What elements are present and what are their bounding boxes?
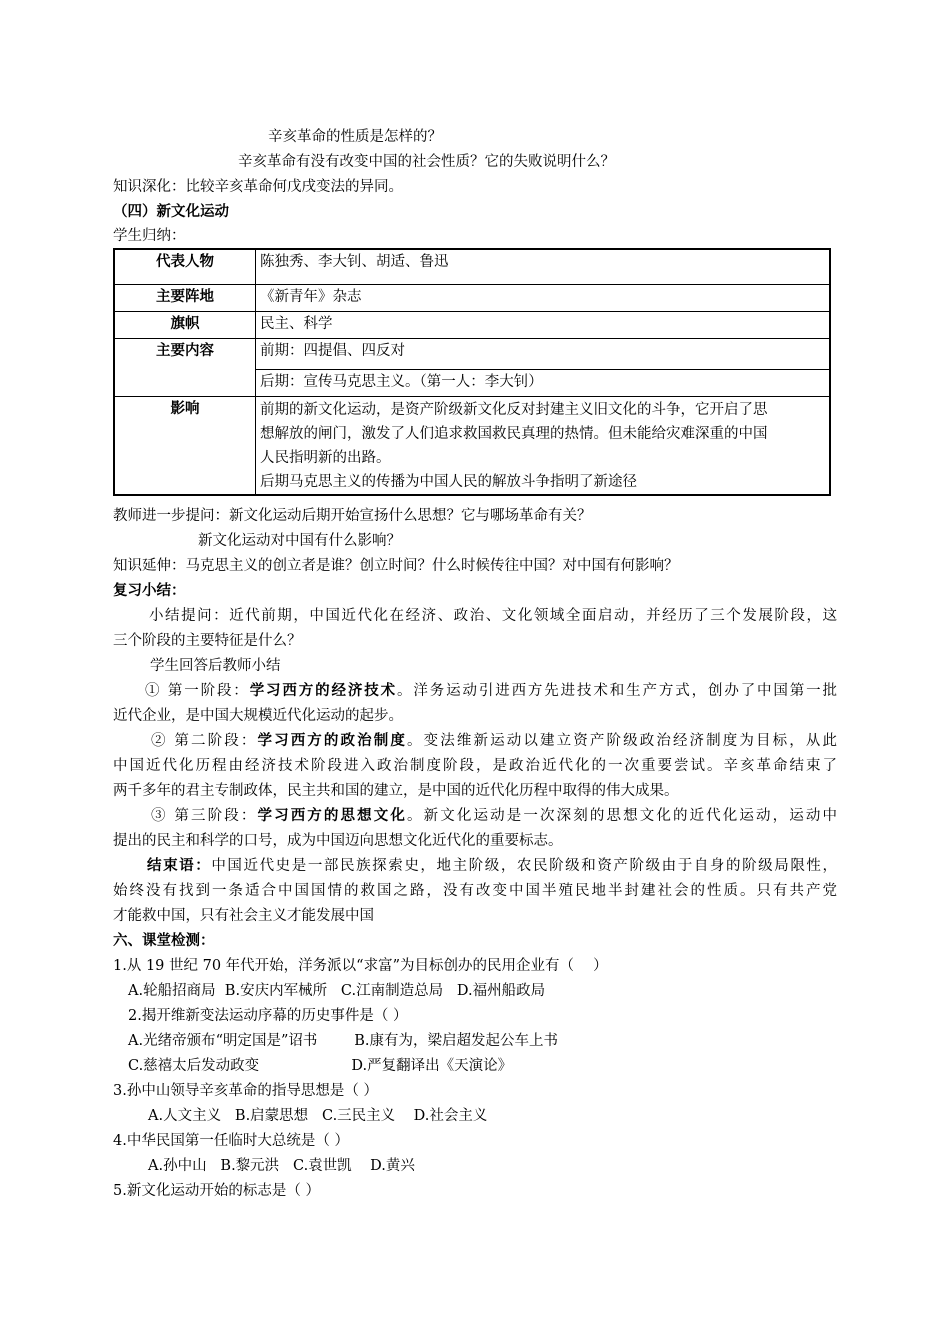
table-row: [114, 338, 830, 369]
conclusion-line1: 结束语：中国近代史是一部民族探索史，地主阶级，农民阶级和资产阶级由于自身的阶级局限性，: [147, 857, 838, 874]
conclusion-line3: 才能救中国，只有社会主义才能发展中国: [113, 908, 374, 924]
teacher-question: 教师进一步提问：新文化运动后期开始宣扬什么思想？它与哪场革命有关？: [113, 508, 592, 524]
quiz-question-4: 4.中华民国第一任临时大总统是（ ）: [113, 1133, 349, 1149]
teacher-summary-label: 学生回答后教师小结: [150, 658, 281, 674]
quiz-options-1: A.轮船招商局 B.安庆内军械所 C.江南制造总局 D.福州船政局: [128, 983, 546, 999]
stage1-line1: ① 第一阶段：学习西方的经济技术。洋务运动引进西方先进技术和生产方式，创办了中国第一批: [145, 682, 838, 699]
row-value-early: 前期：四提倡、四反对: [256, 338, 831, 369]
table-row: [114, 396, 830, 495]
row-label: 代表人物: [114, 249, 256, 284]
review-prompt-line2: 三个阶段的主要特征是什么？: [113, 633, 302, 649]
student-summary-label: 学生归纳：: [113, 228, 186, 244]
impact-line: 前期的新文化运动，是资产阶级新文化反对封建主义旧文化的斗争，它开启了思: [260, 401, 768, 418]
row-value-impact: [256, 396, 831, 495]
intro-question-nature: 辛亥革命的性质是怎样的？: [268, 129, 442, 145]
row-value: 民主、科学: [256, 311, 831, 338]
stage2-line1: ② 第二阶段：学习西方的政治制度。变法维新运动以建立资产阶级政治经济制度为目标，从此: [151, 732, 838, 749]
section-title-new-culture: （四）新文化运动: [113, 203, 229, 220]
impact-line: 人民指明新的出路。: [260, 449, 391, 466]
quiz-question-1: 1.从 19 世纪 70 年代开始，洋务派以“求富”为目标创办的民用企业有（ ）: [113, 958, 608, 974]
row-label: 旗帜: [114, 311, 256, 338]
impact-line: 想解放的闸门，激发了人们追求救国救民真理的热情。但未能给灾难深重的中国: [260, 425, 768, 442]
row-value-late: 后期：宣传马克思主义。（第一人：李大钊）: [256, 369, 831, 396]
review-prompt-line1: 小结提问：近代前期，中国近代化在经济、政治、文化领域全面启动，并经历了三个发展阶段，这: [149, 608, 837, 624]
quiz-options-2a: A.光绪帝颁布“明定国是”诏书 B.康有为，梁启超发起公车上书: [128, 1033, 559, 1049]
quiz-title: 六、课堂检测：: [113, 932, 215, 949]
conclusion-line2: 始终没有找到一条适合中国国情的救国之路，没有改变中国半殖民地半封建社会的性质。只有共产党: [113, 883, 837, 899]
row-value: 《新青年》杂志: [256, 284, 831, 311]
row-value: 陈独秀、李大钊、胡适、鲁迅: [256, 249, 831, 284]
row-label: 主要阵地: [114, 284, 256, 311]
quiz-options-2b: C.慈禧太后发动政变 D.严复翻译出《天演论》: [128, 1058, 513, 1074]
stage3-line2: 提出的民主和科学的口号，成为中国迈向思想文化近代化的重要标志。: [113, 833, 563, 849]
stage2-line3: 两千多年的君主专制政体，民主共和国的建立，是中国的近代化历程中取得的伟大成果。: [113, 783, 679, 799]
table-row: [114, 249, 830, 284]
impact-line: 后期马克思主义的传播为中国人民的解放斗争指明了新途径: [260, 473, 637, 490]
quiz-options-4: A.孙中山 B.黎元洪 C.袁世凯 D.黄兴: [148, 1158, 415, 1174]
table-row: [114, 311, 830, 338]
knowledge-extend: 知识延伸：马克思主义的创立者是谁？创立时间？什么时候传往中国？对中国有何影响？: [113, 558, 679, 574]
quiz-question-3: 3.孙中山领导辛亥革命的指导思想是（ ）: [113, 1083, 378, 1099]
row-label: 主要内容: [114, 338, 256, 396]
quiz-question-2: 2.揭开维新变法运动序幕的历史事件是（ ）: [128, 1008, 408, 1024]
knowledge-deepen: 知识深化：比较辛亥革命何戊戌变法的异同。: [113, 179, 403, 195]
table-row: [114, 284, 830, 311]
stage3-line1: ③ 第三阶段：学习西方的思想文化。新文化运动是一次深刻的思想文化的近代化运动，运动中: [151, 807, 838, 824]
teacher-question-impact: 新文化运动对中国有什么影响？: [198, 533, 401, 549]
stage2-line2: 中国近代化历程由经济技术阶段进入政治制度阶段，是政治近代化的一次重要尝试。辛亥革命结束了: [113, 758, 837, 774]
intro-question-failure: 辛亥革命有没有改变中国的社会性质？它的失败说明什么？: [238, 154, 615, 170]
quiz-question-5: 5.新文化运动开始的标志是（ ）: [113, 1183, 320, 1199]
row-label: 影响: [114, 396, 256, 495]
review-title: 复习小结：: [113, 582, 186, 599]
new-culture-table: [113, 248, 831, 496]
stage1-line2: 近代企业，是中国大规模近代化运动的起步。: [113, 708, 403, 724]
quiz-options-3: A.人文主义 B.启蒙思想 C.三民主义 D.社会主义: [148, 1108, 488, 1124]
